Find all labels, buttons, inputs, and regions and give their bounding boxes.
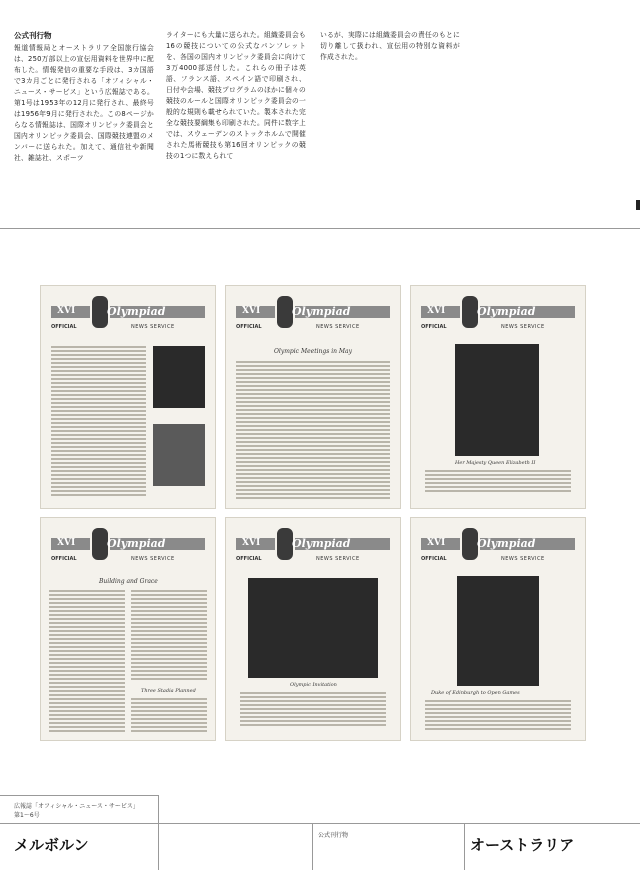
footer-country: オーストラリア: [470, 836, 575, 854]
masthead-title: Olympiad: [292, 537, 351, 550]
issue-headline: Building and Grace: [99, 578, 158, 585]
masthead-official: OFFICIAL: [236, 556, 262, 562]
issue-gallery: [40, 285, 585, 740]
article-column-1: 報道情報局とオーストラリア全国旅行協会は、250万部以上の宣伝用資料を世界中に配布した。情報発信の重要な手段は、3カ国語で3カ月ごとに発行される「オフィシャル・ニュース・サービス」という広報誌である。第1号は1953年の12月に発行され、最終号は1956年9月に発行された。この8ページからなる情報誌は、国際オリンピック委員会と国内オリンピック委員会、国際競技連盟のメンバーに送られた。加えて、通信社や新聞社、雑誌社、スポーツ: [14, 44, 154, 162]
masthead-title: Olympiad: [477, 537, 536, 550]
masthead: [45, 290, 211, 340]
footer-caption: [14, 802, 139, 820]
masthead-official: OFFICIAL: [51, 556, 77, 562]
queen-portrait-photo: [455, 344, 539, 456]
duke-portrait-photo: [457, 576, 539, 686]
footer-divider: [158, 795, 159, 870]
footer-category: 公式刊行物: [318, 832, 349, 839]
body-text-block: [49, 590, 125, 734]
article-heading: 公式刊行物: [14, 31, 52, 40]
edge-mark: [636, 200, 640, 210]
masthead-title: Olympiad: [292, 305, 351, 318]
masthead-news-service: NEWS SERVICE: [501, 556, 545, 562]
portrait-photo: [153, 424, 205, 486]
issue-cover-5: [225, 517, 401, 741]
issue-headline: Olympic Meetings in May: [274, 348, 353, 355]
masthead-official: OFFICIAL: [421, 324, 447, 330]
masthead-number: XVI: [242, 306, 261, 316]
portrait-photo: [153, 346, 205, 408]
masthead-news-service: NEWS SERVICE: [131, 324, 175, 330]
masthead-official: OFFICIAL: [236, 324, 262, 330]
masthead: [230, 522, 396, 572]
issue-cover-3: [410, 285, 586, 509]
body-text-block: [240, 692, 386, 728]
article-column-3: いるが、実際には組織委員会の責任のもとに切り離して扱われ、宣伝用の特別な資料が作成された。: [320, 31, 460, 61]
masthead-news-service: NEWS SERVICE: [501, 324, 545, 330]
masthead-official: OFFICIAL: [421, 556, 447, 562]
masthead-title: Olympiad: [477, 305, 536, 318]
body-text-block: [425, 470, 571, 494]
masthead-title: Olympiad: [107, 305, 166, 318]
body-text-block: [131, 698, 207, 734]
masthead-number: XVI: [242, 538, 261, 548]
masthead-number: XVI: [427, 306, 446, 316]
article-column-2: ライターにも大量に送られた。組織委員会も16の競技についての公式なパンフレットを、各国の国内オリンピック委員会に向けて3万4000部送付した。これらの冊子は英語、フランス語、スペイン語で印刷され、日付や会場、競技プログラムのほかに個々の競技のルールと国際オリンピック委員会の一般的な規則も載せられていた。製本された完全な競技要綱集も印刷された。同件に数字上では、スウェーデンのストックホルムで開催された馬術競技も第16回オリンピックの競技の1つに数えられて: [166, 31, 306, 160]
masthead-news-service: NEWS SERVICE: [131, 556, 175, 562]
body-text-block: [425, 700, 571, 732]
footer-divider: [464, 823, 465, 870]
photo-caption: Duke of Edinburgh to Open Games: [431, 690, 520, 696]
top-divider: [0, 228, 640, 229]
photo-caption: Olympic Invitation: [290, 682, 337, 688]
issue-cover-4: [40, 517, 216, 741]
photo-caption: Her Majesty Queen Elizabeth II: [455, 460, 536, 466]
masthead-news-service: NEWS SERVICE: [316, 556, 360, 562]
issue-cover-6: [410, 517, 586, 741]
footer-divider: [312, 823, 313, 870]
footer-caption-line-2: 第1～6号: [14, 812, 40, 819]
masthead: [415, 290, 581, 340]
masthead-number: XVI: [57, 306, 76, 316]
body-text-block: [131, 590, 207, 682]
masthead: [415, 522, 581, 572]
masthead-official: OFFICIAL: [51, 324, 77, 330]
footer-caption-line-1: 広報誌「オフィシャル・ニュース・サービス」: [14, 803, 139, 810]
masthead-number: XVI: [57, 538, 76, 548]
masthead-news-service: NEWS SERVICE: [316, 324, 360, 330]
issue-subhead: Three Stadia Planned: [141, 688, 196, 694]
masthead: [45, 522, 211, 572]
issue-cover-2: [225, 285, 401, 509]
masthead-number: XVI: [427, 538, 446, 548]
group-photo: [248, 578, 378, 678]
body-text-block: [51, 346, 146, 498]
issue-cover-1: [40, 285, 216, 509]
body-text-block: [236, 361, 390, 501]
footer-divider: [0, 823, 640, 824]
footer-divider: [0, 795, 158, 796]
footer-city: メルボルン: [14, 836, 89, 854]
masthead: [230, 290, 396, 340]
masthead-title: Olympiad: [107, 537, 166, 550]
